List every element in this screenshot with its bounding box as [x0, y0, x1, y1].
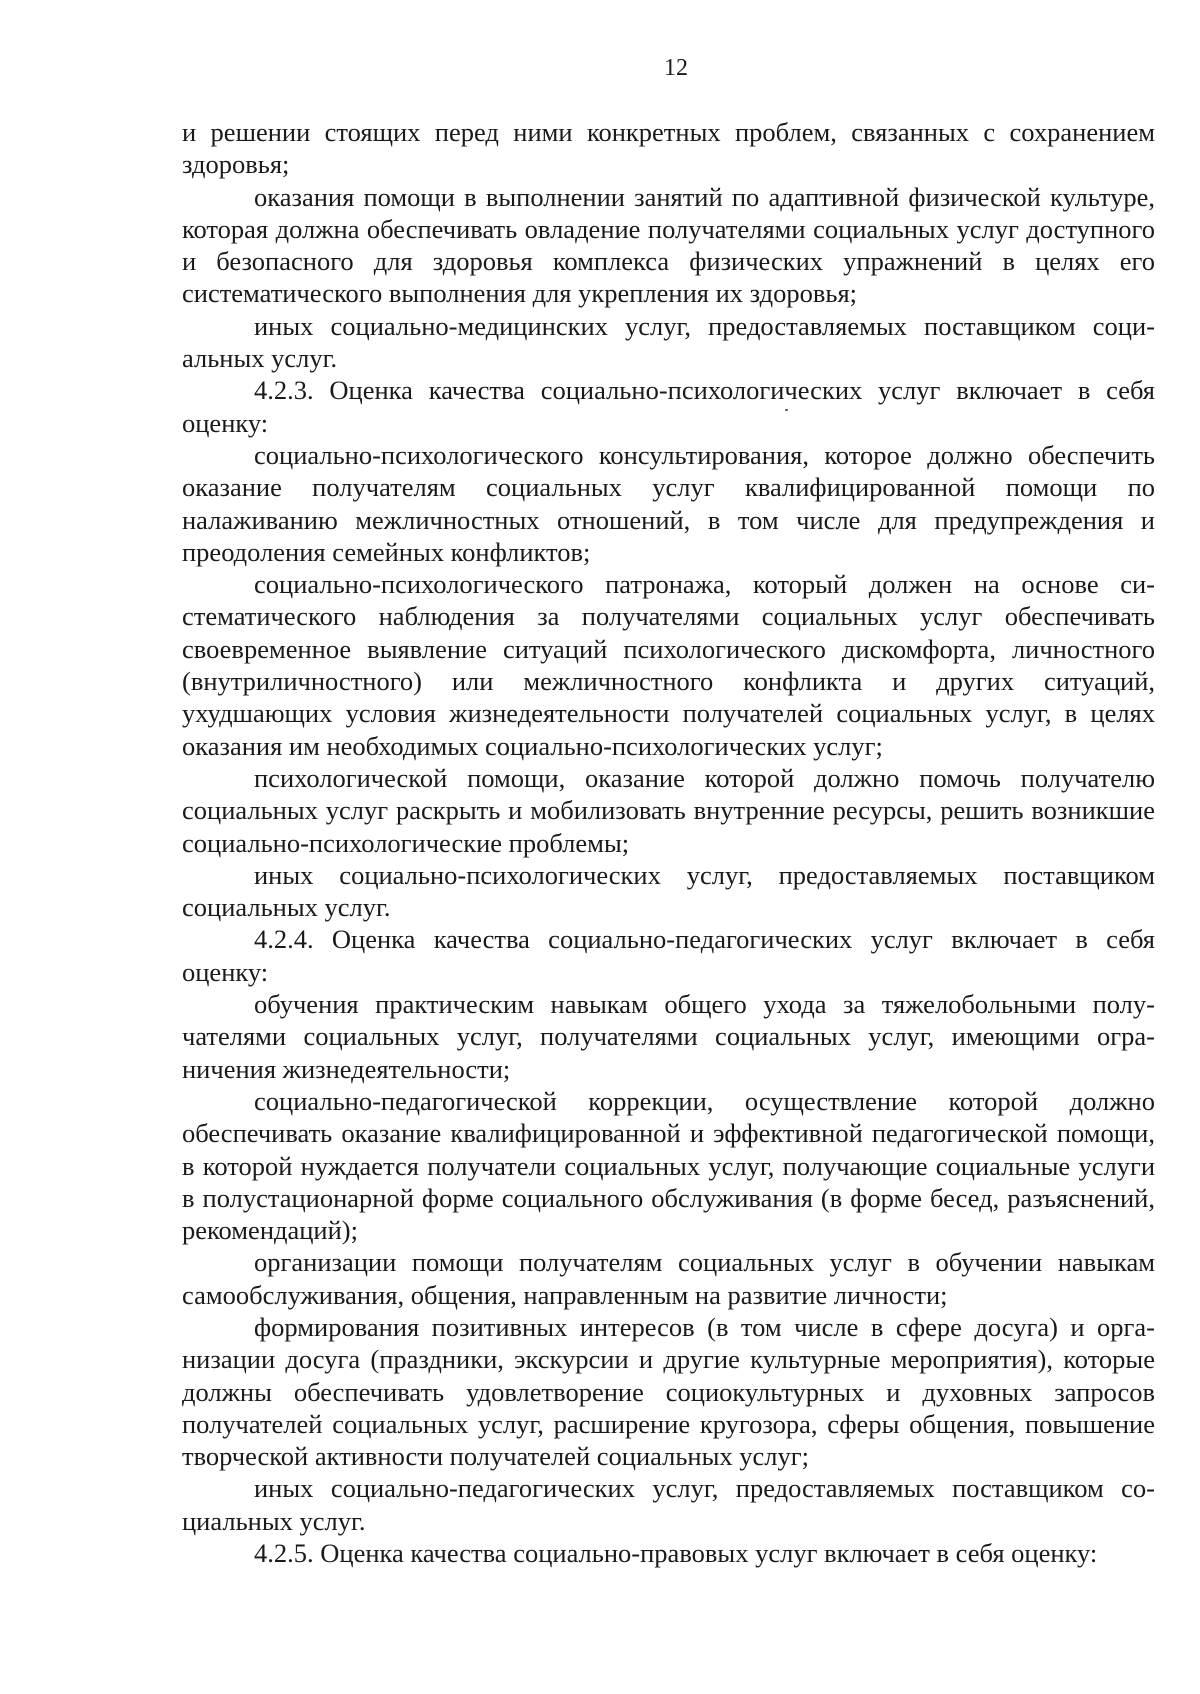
paragraph-section-4-2-4: 4.2.4. Оценка качества социально-педагогических услуг включает в себя оценку: — [182, 924, 1155, 987]
paragraph-other-pedagogical-services: иных социально-педагогических услуг, предоставляемых поставщиком социальных услуг. — [182, 1473, 1155, 1536]
paragraph-continuation: и решении стоящих перед ними конкретных проблем, связанных с сохранением здоровья; — [182, 117, 1155, 180]
scan-speck — [785, 409, 788, 411]
paragraph-psychological-patronage: социально-психологического патронажа, который должен на основе систематического наблюдения за получателями социальных услуг обеспечивать своевременное выявление ситуаций психологического дискомфорта, личностного (внутриличностного) или межличностного конфликта и других ситуаций, ухудшающих условия жизнедеятельности получателей социальных услуг, в целях оказания им необходимых социально-психологических услуг; — [182, 569, 1155, 761]
paragraph-other-medical-services: иных социально-медицинских услуг, предоставляемых поставщиком социальных услуг. — [182, 310, 1155, 374]
paragraph-psychological-help: психологической помощи, оказание которой должно помочь получателю социальных услуг раскрыть и мобилизовать внутренние ресурсы, решить возникшие социально-психологические проблемы; — [182, 762, 1155, 858]
paragraph-pedagogical-correction: социально-педагогической коррекции, осуществление которой должно обеспечивать оказание квалифицированной и эффективной педагогической помощи, в которой нуждается получатели социальных услуг, получающие социальные услуги в полустационарной форме социального обслуживания (в форме бесед, разъяснений, рекомендаций); — [182, 1085, 1155, 1246]
paragraph-psychological-consulting: социально-психологического консультирования, которое должно обеспечить оказание получателям социальных услуг квалифицированной помощи по налаживанию межличностных отношений, в том числе для предупреждения и преодоления семейных конфликтов; — [182, 439, 1155, 567]
page-number: 12 — [664, 55, 688, 81]
paragraph-positive-interests: формирования позитивных интересов (в том числе в сфере досуга) и организации досуга (праздники, экскурсии и другие культурные мероприятия), которые должны обеспечивать удовлетворение социокультурных и духовных запросов получателей социальных услуг, расширение кругозора, сферы общения, повышение творческой активности получателей социальных услуг; — [182, 1311, 1155, 1472]
paragraph-section-4-2-5: 4.2.5. Оценка качества социально-правовых услуг включает в себя оценку: — [254, 1538, 1098, 1569]
paragraph-self-service-training: организации помощи получателям социальных услуг в обучении навыкам самообслуживания, общения, направленным на развитие личности; — [182, 1247, 1155, 1310]
paragraph-other-psychological-services: иных социально-психологических услуг, предоставляемых поставщиком социальных услуг. — [182, 859, 1155, 923]
paragraph-adaptive-physical-culture: оказания помощи в выполнении занятий по адаптивной физической культуре, которая должна обеспечивать овладение получателями социальных услуг доступного и безопасного для здоровья комплекса физических упражнений в целях его систематического выполнения для укрепления их здоровья; — [182, 181, 1155, 309]
body-text — [182, 116, 1155, 1569]
paragraph-section-4-2-3: 4.2.3. Оценка качества социально-психологических услуг включает в себя оценку: — [182, 375, 1155, 438]
paragraph-care-skills-training: обучения практическим навыкам общего ухода за тяжелобольными получателями социальных услуг, получателями социальных услуг, имеющими ограничения жизнедеятельности; — [182, 989, 1155, 1084]
